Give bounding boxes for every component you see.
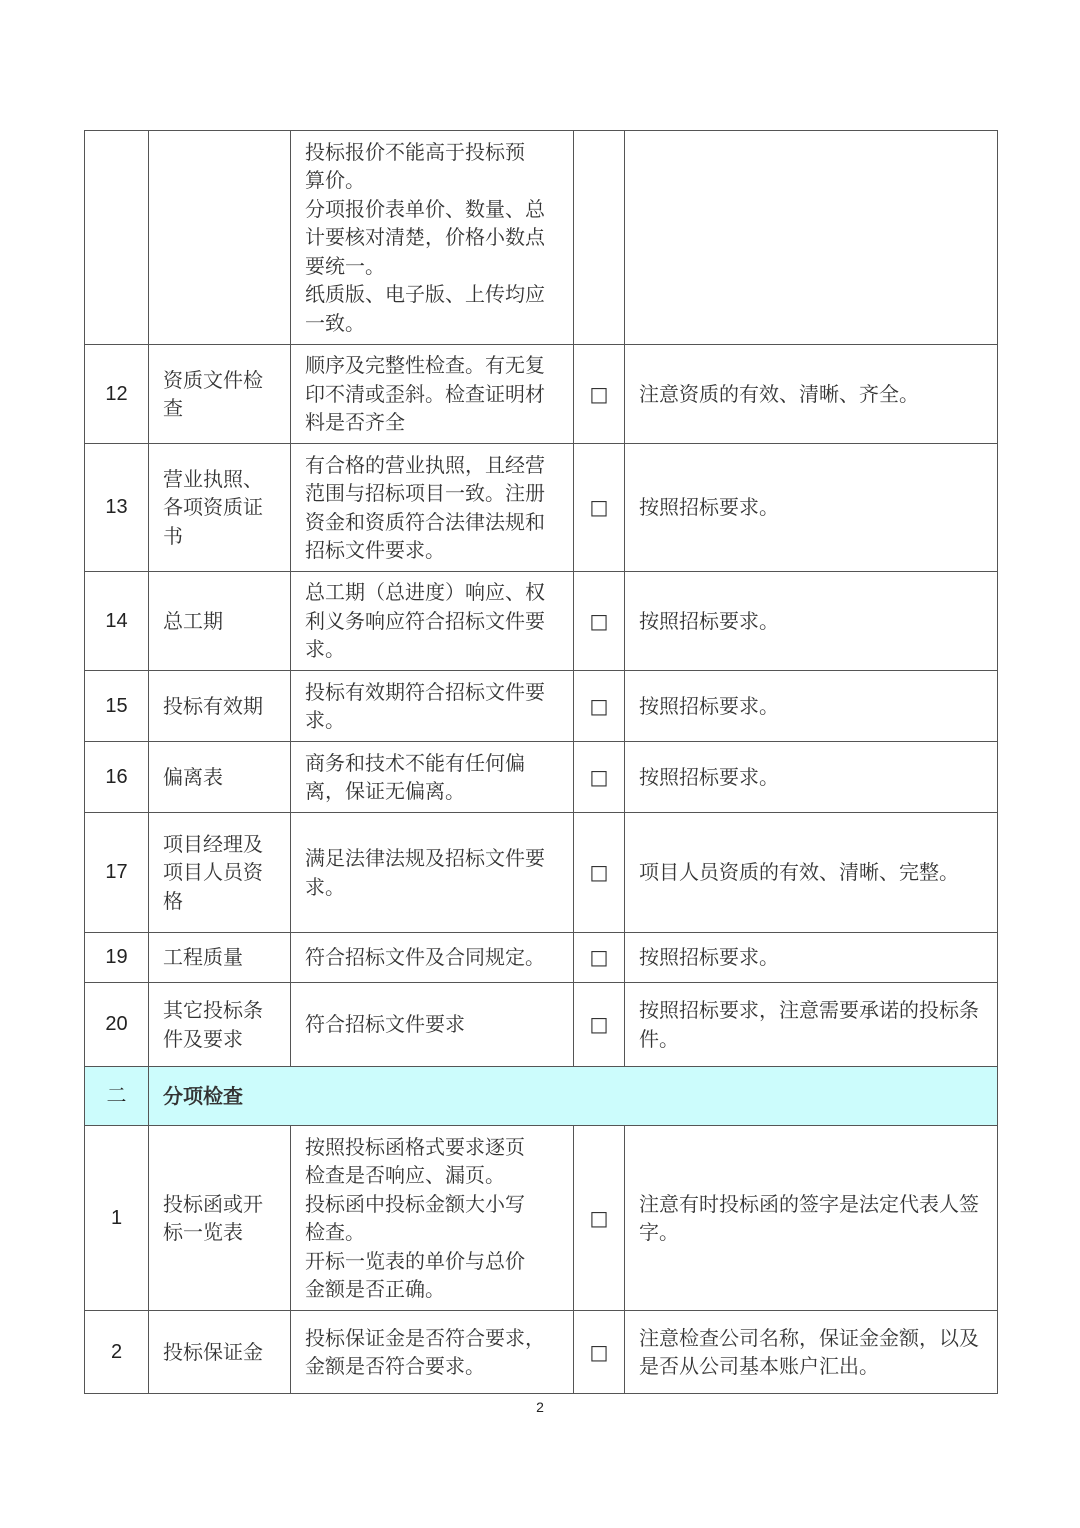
row-checkbox[interactable]: □ [574,444,625,572]
requirements-line: 计要核对清楚，价格小数点 [305,225,545,250]
table-row [85,933,998,983]
row-note: 按照招标要求，注意需要承诺的投标条件。 [625,983,998,1067]
row-item: 投标有效期 [149,671,291,742]
row-number [85,131,149,345]
row-note: 注意有时投标函的签字是法定代表人签字。 [625,1126,998,1311]
row-number: 13 [85,444,149,572]
row-note: 按照招标要求。 [625,572,998,671]
row-note: 项目人员资质的有效、清晰、完整。 [625,813,998,933]
row-checkbox[interactable]: □ [574,813,625,933]
row-item: 其它投标条件及要求 [149,983,291,1067]
row-requirements: 有合格的营业执照，且经营范围与招标项目一致。注册资金和资质符合法律法规和招标文件要求。 [291,444,574,572]
row-number: 1 [85,1126,149,1311]
row-number: 19 [85,933,149,983]
row-item: 偏离表 [149,742,291,813]
row-checkbox[interactable]: □ [574,345,625,444]
row-checkbox[interactable]: □ [574,671,625,742]
requirements-line: 分项报价表单价、数量、总 [305,196,545,221]
row-checkbox[interactable]: □ [574,983,625,1067]
row-checkbox[interactable]: □ [574,933,625,983]
row-item: 工程质量 [149,933,291,983]
row-requirements: 满足法律法规及招标文件要求。 [291,813,574,933]
requirements-line: 算价。 [305,168,365,193]
row-requirements: 符合招标文件要求 [291,983,574,1067]
requirements-line: 要统一。 [305,253,385,278]
section-header-row [85,1067,998,1126]
requirements-line: 一致。 [305,310,365,335]
row-note: 按照招标要求。 [625,671,998,742]
row-item [149,131,291,345]
row-requirements [291,1126,574,1311]
row-checkbox[interactable]: □ [574,1311,625,1394]
requirements-line: 金额是否正确。 [305,1277,445,1301]
row-note: 注意资质的有效、清晰、齐全。 [625,345,998,444]
row-requirements: 总工期（总进度）响应、权利义务响应符合招标文件要求。 [291,572,574,671]
row-item: 投标函或开标一览表 [149,1126,291,1311]
row-number: 12 [85,345,149,444]
row-item: 投标保证金 [149,1311,291,1394]
row-number: 15 [85,671,149,742]
row-requirements: 商务和技术不能有任何偏离，保证无偏离。 [291,742,574,813]
row-requirements [291,131,574,345]
row-checkbox[interactable]: □ [574,572,625,671]
requirements-line: 检查是否响应、漏页。 [305,1163,505,1187]
checklist-table [84,130,998,1394]
row-note: 按照招标要求。 [625,742,998,813]
row-number: 17 [85,813,149,933]
row-checkbox[interactable] [574,131,625,345]
requirements-line: 开标一览表的单价与总价 [305,1248,525,1273]
row-checkbox[interactable]: □ [574,742,625,813]
table-row [85,1126,998,1311]
row-item: 总工期 [149,572,291,671]
section-title: 分项检查 [149,1067,998,1126]
row-item: 营业执照、各项资质证书 [149,444,291,572]
requirements-line: 按照投标函格式要求逐页 [305,1134,525,1159]
requirements-line: 投标报价不能高于投标预 [305,139,525,164]
row-note: 按照招标要求。 [625,933,998,983]
row-note [625,131,998,345]
row-requirements: 投标保证金是否符合要求，金额是否符合要求。 [291,1311,574,1394]
row-note: 按照招标要求。 [625,444,998,572]
requirements-line: 检查。 [305,1220,365,1244]
row-number: 2 [85,1311,149,1394]
table-row-continued [85,131,998,345]
requirements-line: 投标函中投标金额大小写 [305,1191,525,1216]
table-row [85,1311,998,1394]
table-row [85,671,998,742]
requirements-line: 纸质版、电子版、上传均应 [305,282,545,307]
row-requirements: 顺序及完整性检查。有无复印不清或歪斜。检查证明材料是否齐全 [291,345,574,444]
row-number: 14 [85,572,149,671]
row-checkbox[interactable]: □ [574,1126,625,1311]
page-number: 2 [536,1399,544,1415]
table-row [85,345,998,444]
row-note: 注意检查公司名称，保证金金额，以及是否从公司基本账户汇出。 [625,1311,998,1394]
section-number: 二 [85,1067,149,1126]
row-item: 项目经理及项目人员资格 [149,813,291,933]
table-row [85,444,998,572]
row-requirements: 投标有效期符合招标文件要求。 [291,671,574,742]
table-row [85,813,998,933]
row-requirements: 符合招标文件及合同规定。 [291,933,574,983]
table-row [85,572,998,671]
row-item: 资质文件检查 [149,345,291,444]
row-number: 16 [85,742,149,813]
table-row [85,983,998,1067]
table-row [85,742,998,813]
row-number: 20 [85,983,149,1067]
